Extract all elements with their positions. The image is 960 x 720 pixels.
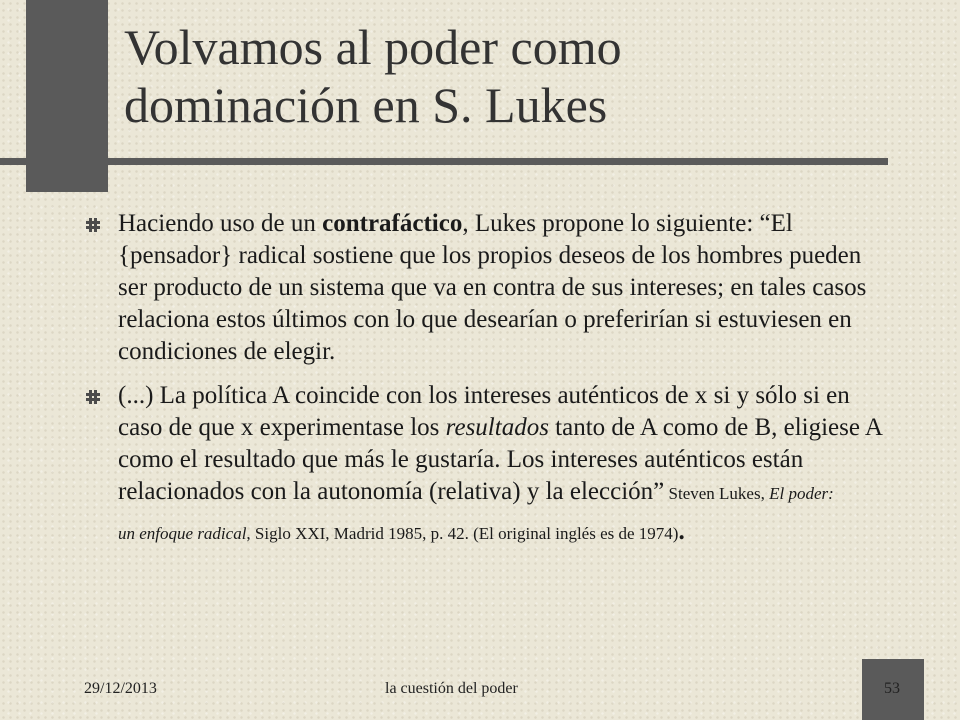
footer-date: 29/12/2013 [84,680,157,697]
bullet-item-1 [86,208,886,368]
bullet-item-2 [86,380,886,548]
page-number: 53 [884,680,900,697]
hash-bullet-icon [86,390,100,404]
bullet-2-italic-term: resultados [445,414,549,441]
footer-title: la cuestión del poder [385,680,518,697]
citation-rest: , Siglo XXI, Madrid 1985, p. 42. (El original inglés es de 1974) [246,524,679,543]
bullet-2-text-pre: (...) La política A coincide con los intereses auténticos de x si y sólo si en caso de que x experimentase los [118,382,850,441]
citation-title-b: un enfoque radical [118,524,247,543]
citation-end: . [678,518,685,545]
bullet-1-text-post: , Lukes propone lo siguiente: “El {pensador} radical sostiene que los propios deseos de los hombres pueden ser producto de un sistema que va en contra de sus intereses; en tales casos relaciona estos últimos con lo que desearían o preferirían si estuviesen en condiciones de elegir. [118,210,867,365]
bullet-2-text-post: tanto de A como de B, eligiese A como el resultado que más le gustaría. Los intereses auténticos están relacionados con la autonomía (relativa) y la elección” [118,414,882,505]
citation-title-a: El poder: [769,484,834,503]
slide-title [124,18,944,134]
citation-author: Steven Lukes, [664,484,770,503]
hash-bullet-icon [86,218,100,232]
bullet-1-bold-term: contrafáctico [322,210,463,237]
slide-body [86,208,886,560]
title-divider [0,158,888,165]
title-line-1: Volvamos al poder como [124,19,622,75]
citation-line [118,518,886,548]
title-line-2: dominación en S. Lukes [124,77,608,133]
bullet-1-text-pre: Haciendo uso de un [118,210,323,237]
